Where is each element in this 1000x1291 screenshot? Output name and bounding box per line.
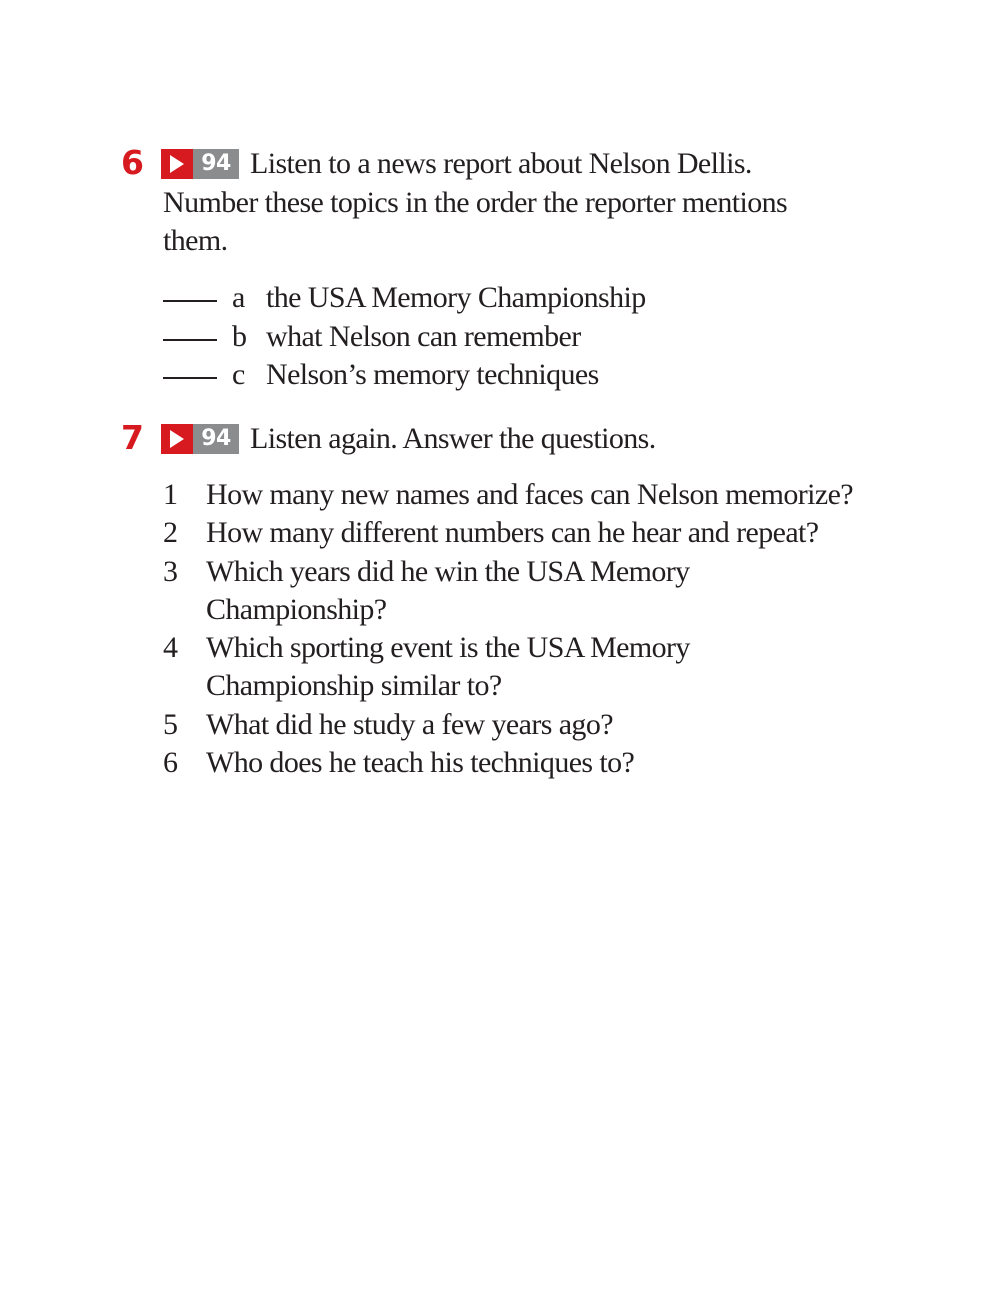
exercise-instruction: Listen again. Answer the questions. bbox=[250, 422, 656, 455]
topic-text: what Nelson can remember bbox=[266, 319, 581, 353]
question-text: How many different numbers can he hear and repeat? bbox=[206, 516, 819, 550]
question-list bbox=[163, 476, 853, 782]
question-item bbox=[163, 476, 853, 514]
topic-item bbox=[163, 320, 646, 359]
question-item bbox=[163, 744, 853, 782]
topic-text: Nelson’s memory techniques bbox=[266, 358, 599, 391]
question-number: 2 bbox=[163, 516, 178, 550]
question-text: Which years did he win the USA Memory Championship? bbox=[206, 554, 690, 626]
answer-blank[interactable] bbox=[163, 300, 217, 302]
question-item bbox=[163, 514, 853, 552]
topic-text: the USA Memory Championship bbox=[266, 281, 646, 314]
topic-letter: a bbox=[232, 281, 245, 314]
question-text: Which sporting event is the USA Memory Championship similar to? bbox=[206, 631, 690, 703]
question-item bbox=[163, 706, 853, 744]
question-number: 4 bbox=[163, 631, 178, 665]
answer-blank[interactable] bbox=[163, 339, 217, 341]
question-text: Who does he teach his techniques to? bbox=[206, 746, 635, 780]
question-item bbox=[163, 629, 853, 706]
audio-track-number: 94 bbox=[193, 149, 239, 179]
question-number: 1 bbox=[163, 478, 178, 511]
question-text: How many new names and faces can Nelson memorize? bbox=[206, 478, 854, 511]
topic-item bbox=[163, 281, 646, 320]
exercise-number: 7 bbox=[121, 418, 144, 457]
question-number: 3 bbox=[163, 554, 178, 588]
topic-list bbox=[163, 281, 646, 397]
exercise-instruction: Listen to a news report about Nelson Dellis. Number these topics in the order the reporter mentions them. bbox=[163, 147, 788, 257]
topic-letter: b bbox=[232, 319, 247, 353]
question-number: 5 bbox=[163, 707, 178, 741]
exercise-number: 6 bbox=[121, 143, 144, 182]
audio-track-number: 94 bbox=[193, 424, 239, 454]
topic-letter: c bbox=[232, 358, 245, 391]
answer-blank[interactable] bbox=[163, 377, 217, 379]
question-text: What did he study a few years ago? bbox=[206, 707, 613, 741]
question-item bbox=[163, 553, 853, 630]
question-number: 6 bbox=[163, 746, 178, 780]
topic-item bbox=[163, 358, 646, 397]
